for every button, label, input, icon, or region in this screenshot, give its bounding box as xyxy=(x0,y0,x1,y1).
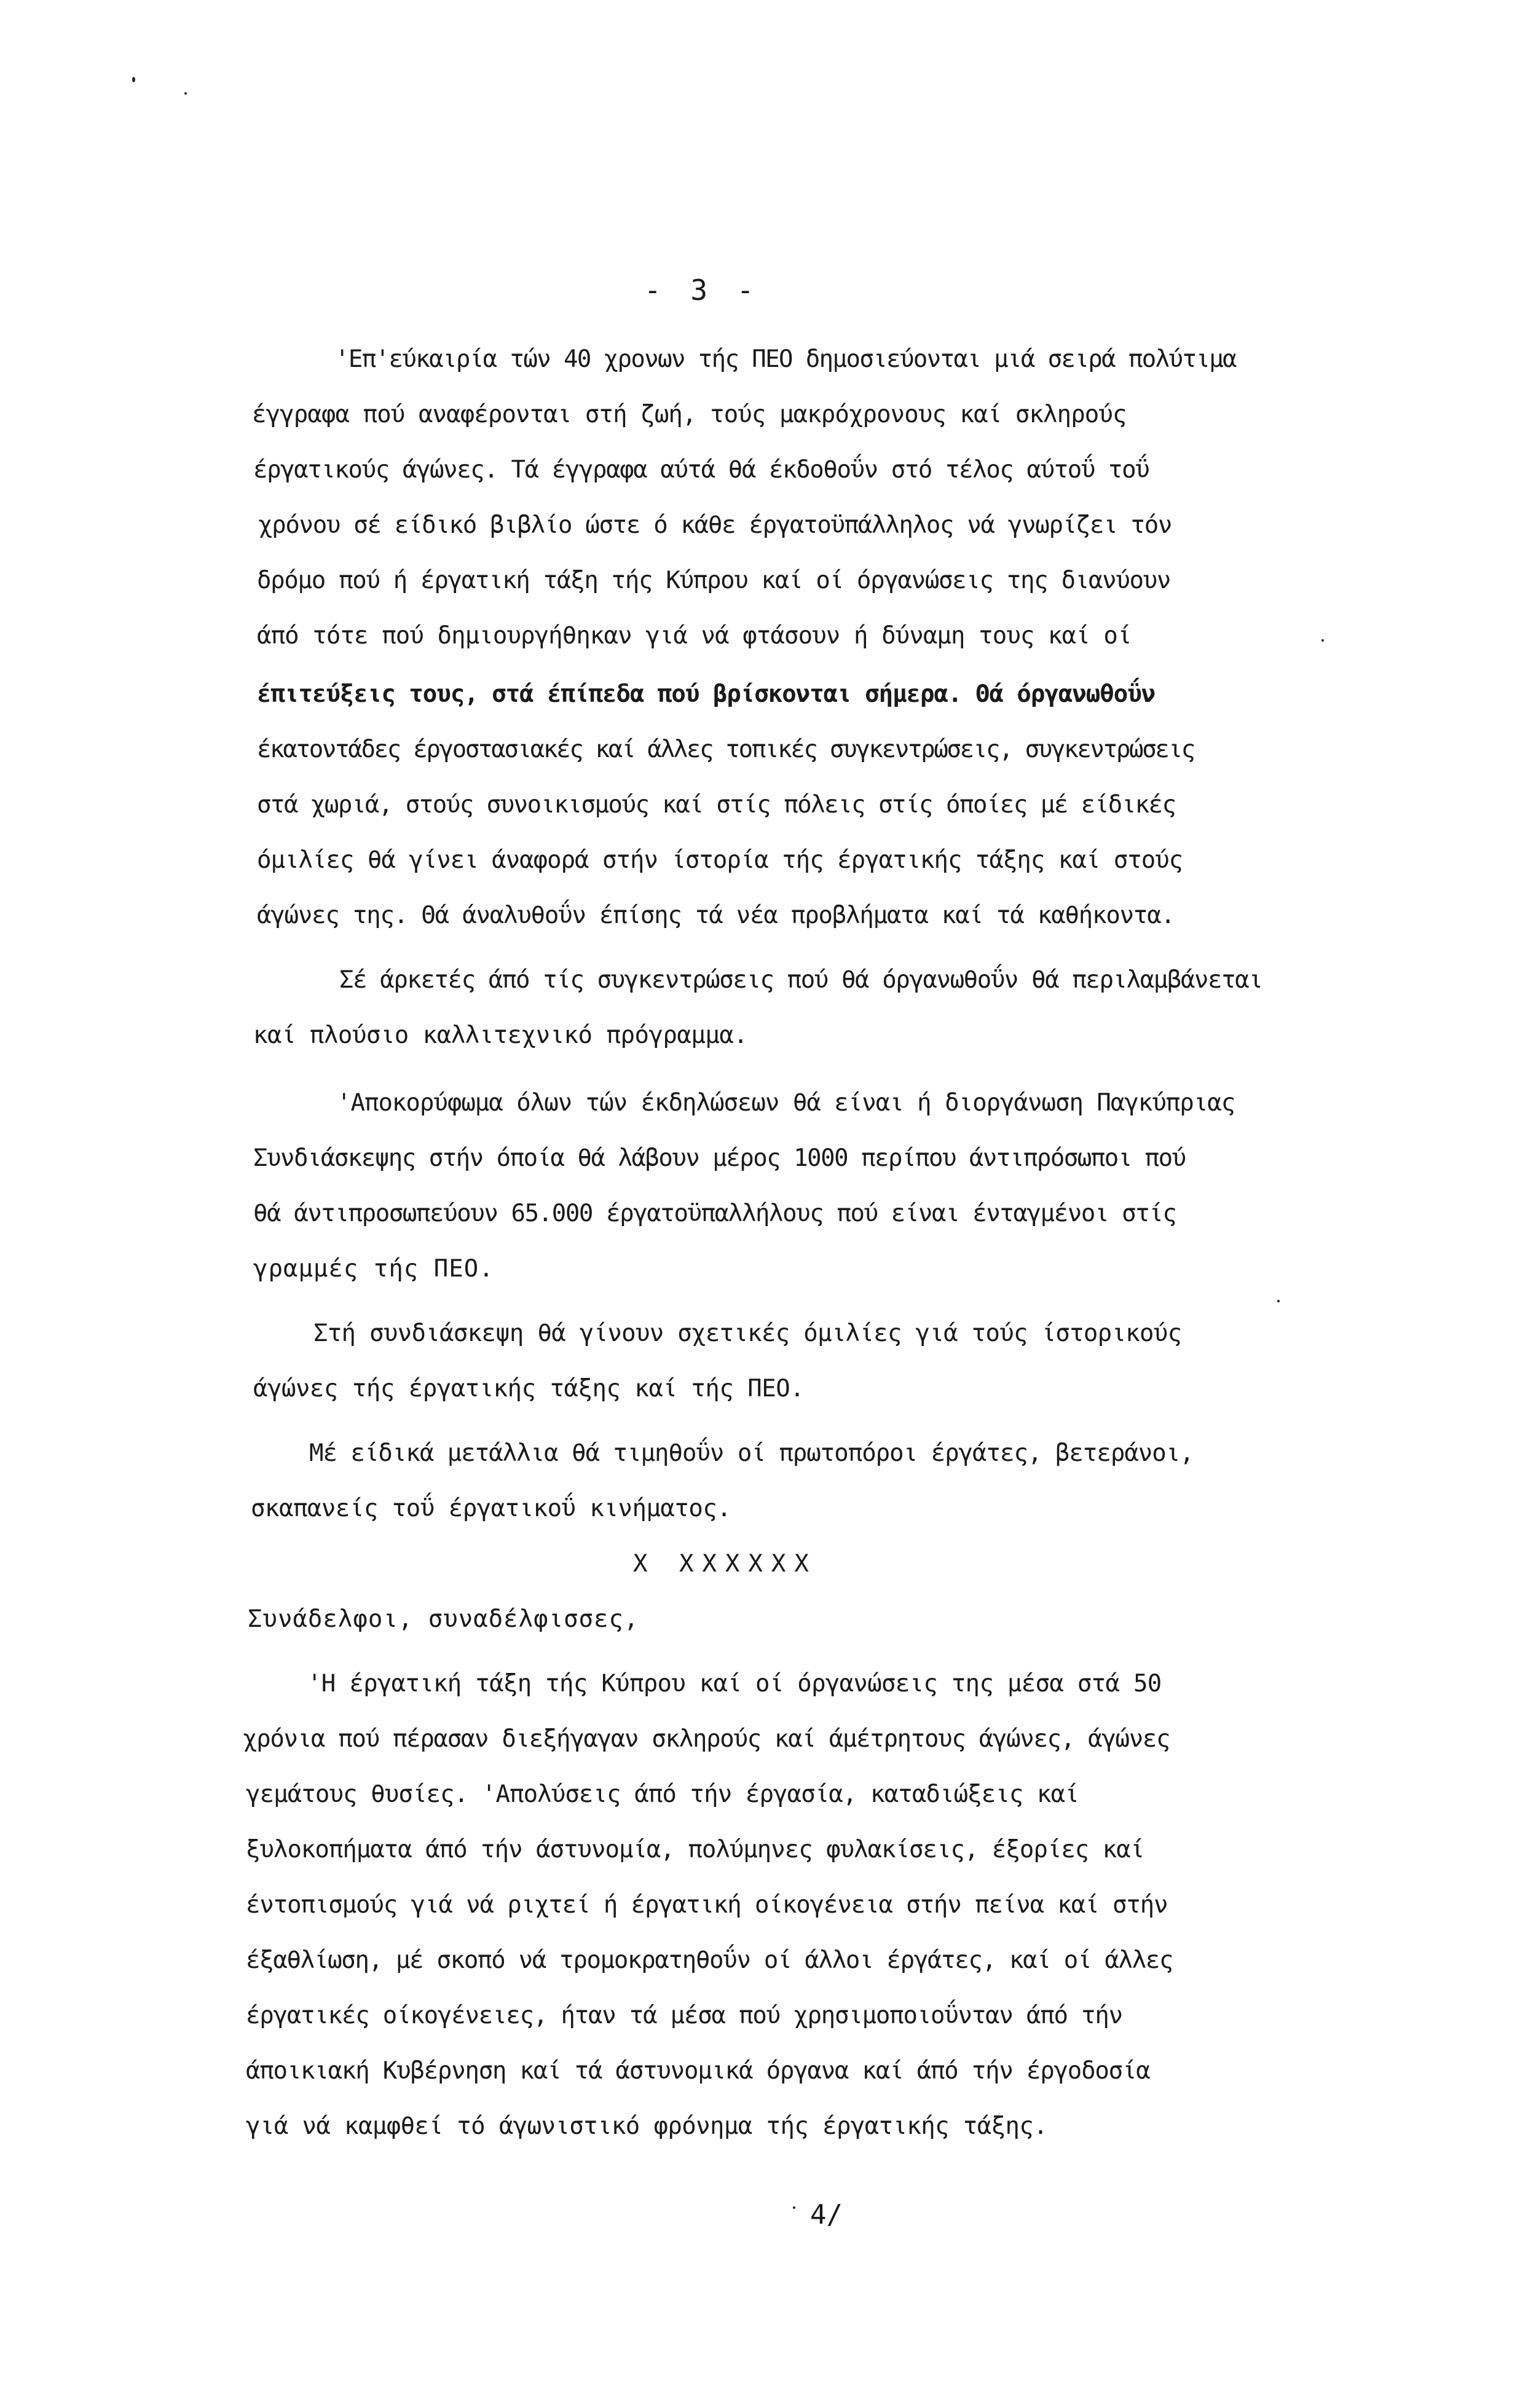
text-line: θά άντιπροσωπεύουν 65.000 έργατοϋπαλλήλους πού είναι ένταγμένοι στίς xyxy=(253,1200,1176,1227)
text-line: Μέ είδικά μετάλλια θά τιμηθοΰν οί πρωτοπόροι έργάτες, βετεράνοι, xyxy=(309,1439,1194,1467)
scan-speck xyxy=(1321,639,1324,642)
scan-speck xyxy=(184,92,187,95)
continuation-marker: 4/ xyxy=(810,2199,843,2230)
text-line: Σέ άρκετές άπό τίς συγκεντρώσεις πού θά όργανωθοΰν θά περιλαμβάνεται xyxy=(339,966,1262,994)
text-line: έκατοντάδες έργοστασιακές καί άλλες τοπικές συγκεντρώσεις, συγκεντρώσεις xyxy=(257,736,1194,763)
text-line: 'Αποκορύφωμα όλων τών έκδηλώσεων θά είναι ή διοργάνωση Παγκύπριας xyxy=(337,1089,1235,1117)
text-line: 'Επ'εύκαιρία τών 40 χρονων τής ΠΕΟ δημοσιεύονται μιά σειρά πολύτιμα xyxy=(335,345,1236,373)
section-separator: X XXXXXX xyxy=(633,1550,817,1578)
text-line: γραμμές τής ΠΕΟ. xyxy=(253,1255,494,1283)
text-line: Στή συνδιάσκεψη θά γίνουν σχετικές όμιλίες γιά τούς ίστορικούς xyxy=(313,1320,1182,1347)
scan-speck xyxy=(793,2206,795,2209)
scan-speck xyxy=(132,77,135,82)
text-line: δρόμο πού ή έργατική τάξη τής Κύπρου καί οί όργανώσεις της διανύουν xyxy=(257,567,1171,594)
text-line: στά χωριά, στούς συνοικισμούς καί στίς πόλεις στίς όποίες μέ είδικές xyxy=(257,791,1176,819)
text-line: χρόνου σέ είδικό βιβλίο ώστε ό κάθε έργατοϋπάλληλος νά γνωρίζει τόν xyxy=(258,511,1172,539)
text-line: έγγραφα πού αναφέρονται στή ζωή, τούς μακρόχρονους καί σκληρούς xyxy=(252,401,1127,428)
page-number: - 3 - xyxy=(644,273,760,307)
text-line: γιά νά καμφθεί τό άγωνιστικό φρόνημα τής έργατικής τάξης. xyxy=(246,2112,1048,2140)
text-line: έπιτεύξεις τους, στά έπίπεδα πού βρίσκονται σήμερα. Θά όργανωθοΰν xyxy=(257,680,1156,708)
text-line: έντοπισμούς γιά νά ριχτεί ή έργατική οίκογένεια στήν πείνα καί στήν xyxy=(246,1891,1168,1919)
salutation: Συνάδελφοι, συναδέλφισσες, xyxy=(248,1605,639,1633)
text-line: άγώνες της. Θά άναλυθοΰν έπίσης τά νέα προβλήματα καί τά καθήκοντα. xyxy=(257,902,1175,929)
text-line: άποικιακή Κυβέρνηση καί τά άστυνομικά όργανα καί άπό τήν έργοδοσία xyxy=(246,2057,1150,2085)
text-line: σκαπανείς τοΰ έργατικοΰ κινήματος. xyxy=(251,1495,731,1522)
text-line: άγώνες τής έργατικής τάξης καί τής ΠΕΟ. xyxy=(253,1375,805,1403)
text-line: Συνδιάσκεψης στήν όποία θά λάβουν μέρος 1000 περίπου άντιπρόσωποι πού xyxy=(253,1144,1186,1172)
text-line: έργατικούς άγώνες. Τά έγγραφα αύτά θά έκδοθοΰν στό τέλος αύτοΰ τοΰ xyxy=(253,456,1149,484)
scan-speck xyxy=(1277,1300,1280,1302)
text-line: ξυλοκοπήματα άπό τήν άστυνομία, πολύμηνες φυλακίσεις, έξορίες καί xyxy=(246,1836,1144,1863)
text-line: γεμάτους θυσίες. 'Απολύσεις άπό τήν έργασία, καταδιώξεις καί xyxy=(246,1780,1079,1808)
text-line: 'Η έργατική τάξη τής Κύπρου καί οί όργανώσεις της μέσα στά 50 xyxy=(307,1670,1162,1698)
text-line: άπό τότε πού δημιουργήθηκαν γιά νά φτάσουν ή δύναμη τους καί οί xyxy=(257,622,1132,650)
text-line: όμιλίες θά γίνει άναφορά στήν ίστορία τής έργατικής τάξης καί στούς xyxy=(257,846,1183,874)
text-line: έξαθλίωση, μέ σκοπό νά τρομοκρατηθοΰν οί άλλοι έργάτες, καί οί άλλες xyxy=(246,1946,1173,1974)
text-line: καί πλούσιο καλλιτεχνικό πρόγραμμα. xyxy=(253,1021,748,1049)
text-line: χρόνια πού πέρασαν διεξήγαγαν σκληρούς καί άμέτρητους άγώνες, άγώνες xyxy=(243,1725,1170,1753)
text-line: έργατικές οίκογένειες, ήταν τά μέσα πού χρησιμοποιοΰνταν άπό τήν xyxy=(246,2002,1122,2029)
